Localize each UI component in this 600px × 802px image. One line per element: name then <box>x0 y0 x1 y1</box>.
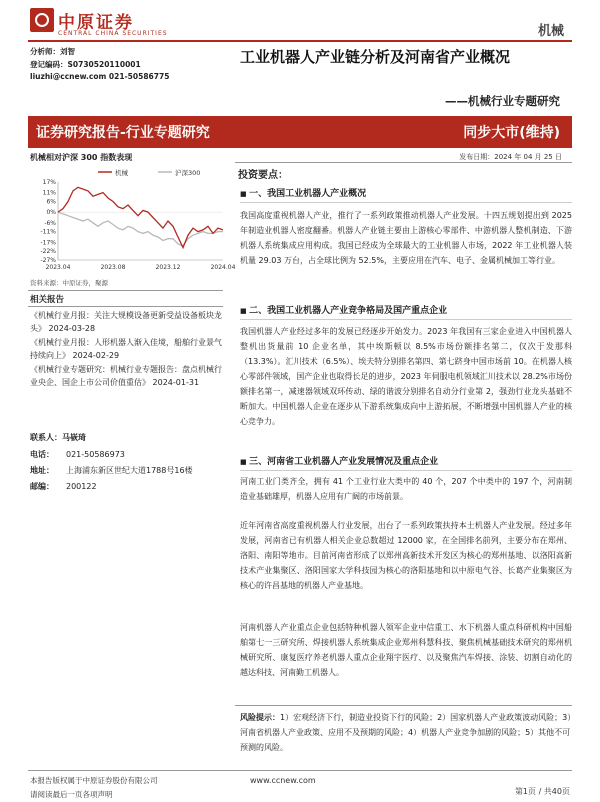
related-reports-title: 相关报告 <box>30 295 65 305</box>
contact-postcode-value: 200122 <box>66 482 97 491</box>
related-report-item[interactable]: 《机械行业专题研究：机械行业专题报告：盘点机械行业央企、国企上市公司价值重估》 2024-01-31 <box>30 365 222 387</box>
header-divider <box>28 40 572 42</box>
risk-label: 风险提示： <box>240 713 280 722</box>
footer-notice: 请阅读最后一页各项声明 <box>30 790 113 799</box>
contact-phone <box>30 449 125 460</box>
section-1-text: 我国高度重视机器人产业，推行了一系列政策推动机器人产业发展。十四五规划提出到 2025 年制造业机器人密度翻番。机器人产业链主要由上游核心零部件、中游机器人整机制造、下游机器人系统集成应用构成。我国已经成为全球最大的工业机器人市场，2022 年工业机器人装机量 29.03 万台，占全球比例为 52.5%，主要应用在汽车、电子、金属机械加工等行业。 <box>240 211 572 265</box>
footer-url[interactable]: www.ccnew.com <box>250 776 316 785</box>
analyst-name: 分析师：刘智 <box>30 47 75 56</box>
x-tick-label: 2023.08 <box>100 264 126 271</box>
divider <box>235 162 572 163</box>
contact-address-label: 地址： <box>30 466 54 475</box>
y-tick-label: 17% <box>42 179 56 186</box>
y-tick-label: 11% <box>42 189 56 197</box>
contact-postcode-label: 邮编： <box>30 482 54 491</box>
risk-warning <box>240 710 572 755</box>
rating-label: 同步大市(维持) <box>463 125 560 141</box>
y-tick-label: -22% <box>40 248 56 256</box>
divider <box>28 306 223 307</box>
contact-person-value: 马嵚琦 <box>62 433 86 442</box>
section-3-text-3: 河南机器人产业重点企业包括特种机器人领军企业中信重工、水下机器人重点科研机构中国船舶第七一三研究所、焊接机器人系统集成企业郑州科慧科技、聚焦机械基础技术研究的郑州机械研究所、康复医疗养老机器人重点企业翔宇医疗、以及聚焦汽车焊接、涂装、切割自动化的越达科技、河南勤工机器人。 <box>240 623 572 677</box>
section-heading-1: ■ 一、我国工业机器人产业概况 <box>240 186 572 203</box>
performance-chart <box>28 164 236 276</box>
y-tick-label: -27% <box>40 257 56 264</box>
y-tick-label: -6% <box>44 219 56 227</box>
contact-person-label: 联系人： <box>30 433 62 442</box>
page-number: 第1页 / 共40页 <box>514 787 570 796</box>
contact-address <box>30 465 193 476</box>
chart-title: 机械相对沪深 300 指数表现 <box>30 153 133 162</box>
report-type-label: 证券研究报告-行业专题研究 <box>36 125 210 141</box>
related-report-item[interactable]: 《机械行业月报：人形机器人渐入佳境，船舶行业景气持续向上》 2024-02-29 <box>30 338 222 360</box>
analyst-reg-code: 登记编码：S0730520110001 <box>30 60 141 69</box>
x-tick-label: 2023.04 <box>45 264 71 271</box>
chart-source: 资料来源：中原证券，聚源 <box>30 279 108 287</box>
y-tick-label: 6% <box>46 198 56 206</box>
section-heading-2: ■ 二、我国工业机器人产业竞争格局及国产重点企业 <box>240 303 572 320</box>
risk-text: 1）宏观经济下行，制造业投资下行的风险；2）国家机器人产业政策波动风险；3）河南省机器人产业政策、应用不及预期的风险；4）机器人产业竞争加剧的风险；5）其他不可预测的风险。 <box>240 713 572 752</box>
series-line-沪深300 <box>58 212 223 246</box>
x-tick-label: 2024.04 <box>210 264 236 271</box>
footer-copyright: 本报告版权属于中原证券股份有限公司 <box>30 776 158 785</box>
series-line-机械 <box>58 187 223 247</box>
section-heading-3: ■ 三、河南省工业机器人产业发展情况及重点企业 <box>240 454 572 471</box>
section-3-text-2: 近年河南省高度重视机器人行业发展，出台了一系列政策扶持本土机器人产业发展。经过多年发展，河南省已有机器人相关企业总数超过 12000 家，在全国排名前列，主要分布在郑州、洛阳、南阳等地市。目前河南省形成了以郑州高新技术开发区为核心的郑州基地、以洛阳高新技术产业集聚区、洛阳国家大学科技园为核心的洛阳基地和以中原电气谷、长葛产业集聚区为核心的许昌基地的机器人产业基地。 <box>240 521 572 590</box>
contact-person <box>30 432 86 443</box>
y-tick-label: 0% <box>46 209 56 217</box>
divider <box>28 290 223 291</box>
legend-label: 沪深300 <box>175 169 201 177</box>
footer-disclaimer <box>30 774 158 802</box>
y-tick-label: -11% <box>40 228 56 236</box>
legend-label: 机械 <box>115 169 128 177</box>
contact-phone-label: 电话： <box>30 450 54 459</box>
contact-address-value: 上海浦东新区世纪大道1788号16楼 <box>66 466 193 475</box>
y-tick-label: -17% <box>40 239 56 247</box>
brand-logo-icon <box>30 8 54 32</box>
divider <box>235 705 572 706</box>
section-2-text: 我国机器人产业经过多年的发展已经逐步开始发力。2023 年我国有三家企业进入中国机器人整机出货量前 10 企业名单，其中埃斯顿以 8.5%市场份额排名第二，仅次于发那科（13.3%）。汇川技术（6.5%）、埃夫特分别排名第四、第七跻身中国市场前 10。在机器人核心零部件领域，国产企业也取得长足的进步，2023 年伺服电机领域汇川技术以 28.2%市场份额排名第一，减速器领域双环传动、绿的谐波分别排名自动分行业第 2，强劲行业龙头基础不断加大。中国机器人企业在逐步从下游系统集成向中上游拓展，不断增强中国机器人产业的核心竞争力。 <box>240 327 572 426</box>
section-3-text: 河南工业门类齐全，拥有 41 个工业行业大类中的 40 个，207 个中类中的 197 个，河南制造业基础雄厚，机器人应用有广阔的市场前景。 <box>240 477 572 501</box>
publish-date: 发布日期：2024 年 04 月 25 日 <box>459 153 562 161</box>
report-subtitle: ——机械行业专题研究 <box>445 94 560 108</box>
contact-phone-value: 021-50586973 <box>66 450 125 459</box>
contact-postcode <box>30 481 97 492</box>
industry-tag: 机械 <box>537 24 564 39</box>
brand-name-cn: 中原证券 <box>58 13 134 33</box>
report-title: 工业机器人产业链分析及河南省产业概况 <box>240 48 511 66</box>
brand-name-en: CENTRAL CHINA SECURITIES <box>58 30 168 37</box>
related-report-item[interactable]: 《机械行业月报：关注大规模设备更新受益设备板块龙头》 2024-03-28 <box>30 311 222 333</box>
x-tick-label: 2023.12 <box>155 264 181 271</box>
footer-divider <box>28 770 572 771</box>
key-points-title: 投资要点： <box>238 170 288 181</box>
analyst-contact: liuzhi@ccnew.com 021-50586775 <box>30 72 170 81</box>
